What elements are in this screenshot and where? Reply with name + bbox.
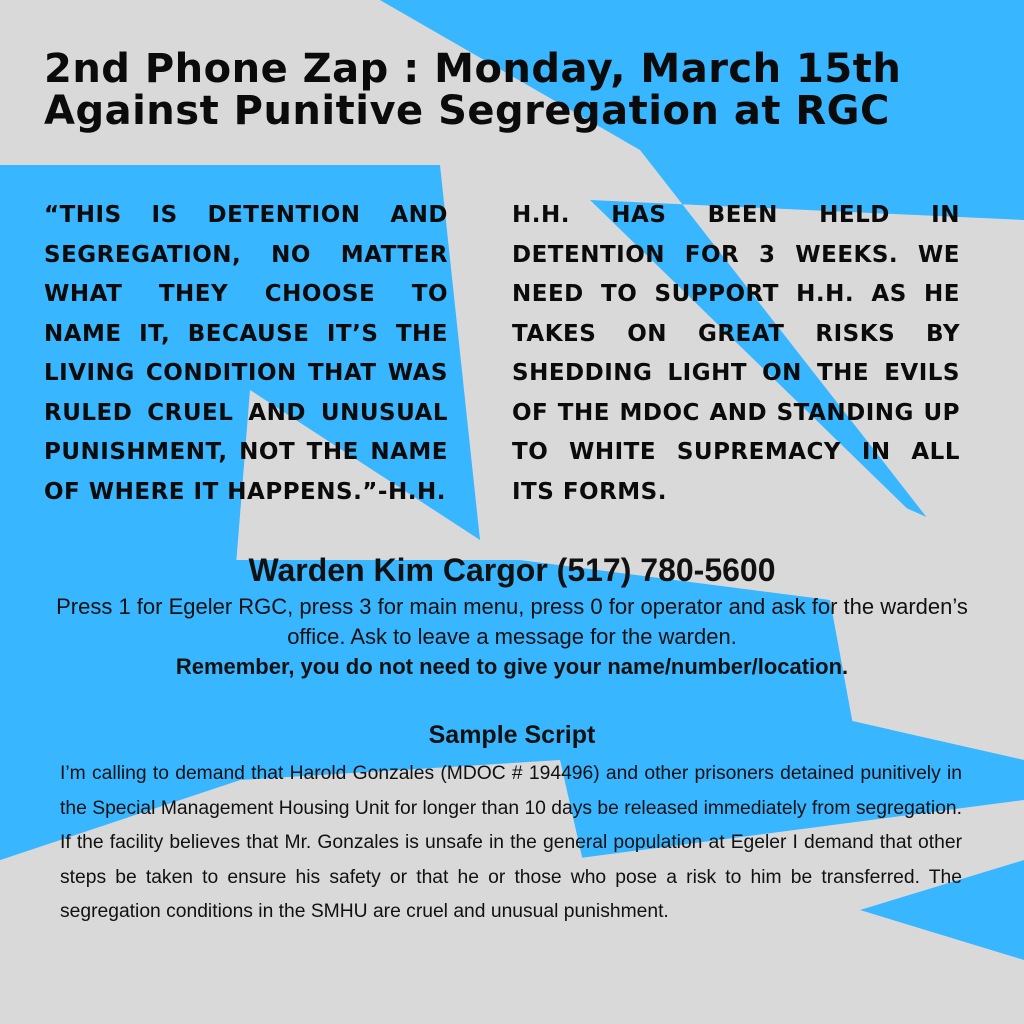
title-line-2: Against Punitive Segregation at RGC (44, 88, 890, 134)
sample-script-text: I’m calling to demand that Harold Gonzales (MDOC # 194496) and other prisoners detained punitively in the Special Management Housing Unit for longer than 10 days be released immediately from segregation. If the facility believes that Mr. Gonzales is unsafe in the general population at Egeler I demand that other steps be taken to ensure his safety or that he or those who pose a risk to him be transferred. The segregation conditions in the SMHU are cruel and unusual punishment. (60, 763, 962, 923)
page-title (44, 48, 984, 132)
contact-section (40, 548, 984, 682)
support-column: H.H. HAS BEEN HELD IN DETENTION FOR 3 WEEKS. WE NEED TO SUPPORT H.H. AS HE TAKES ON GREAT RISKS BY SHEDDING LIGHT ON THE EVILS OF THE MDOC AND STANDING UP TO WHITE SUPREMACY IN ALL ITS FORMS. (512, 202, 960, 505)
sample-script-heading: Sample Script (428, 721, 596, 749)
quote-column: “THIS IS DETENTION AND SEGREGATION, NO MATTER WHAT THEY CHOOSE TO NAME IT, BECAUSE IT’S THE LIVING CONDITION THAT WAS RULED CRUEL AND UNUSUAL PUNISHMENT, NOT THE NAME OF WHERE IT HAPPENS.”-H.H. (44, 202, 448, 505)
call-instructions: Press 1 for Egeler RGC, press 3 for main menu, press 0 for operator and ask for the warden’s office. Ask to leave a message for the warden. (56, 594, 968, 649)
anonymity-reminder: Remember, you do not need to give your name/number/location. (175, 654, 849, 679)
title-line-1: 2nd Phone Zap : Monday, March 15th (44, 46, 902, 92)
warden-phone: Warden Kim Cargor (517) 780-5600 (248, 552, 776, 588)
